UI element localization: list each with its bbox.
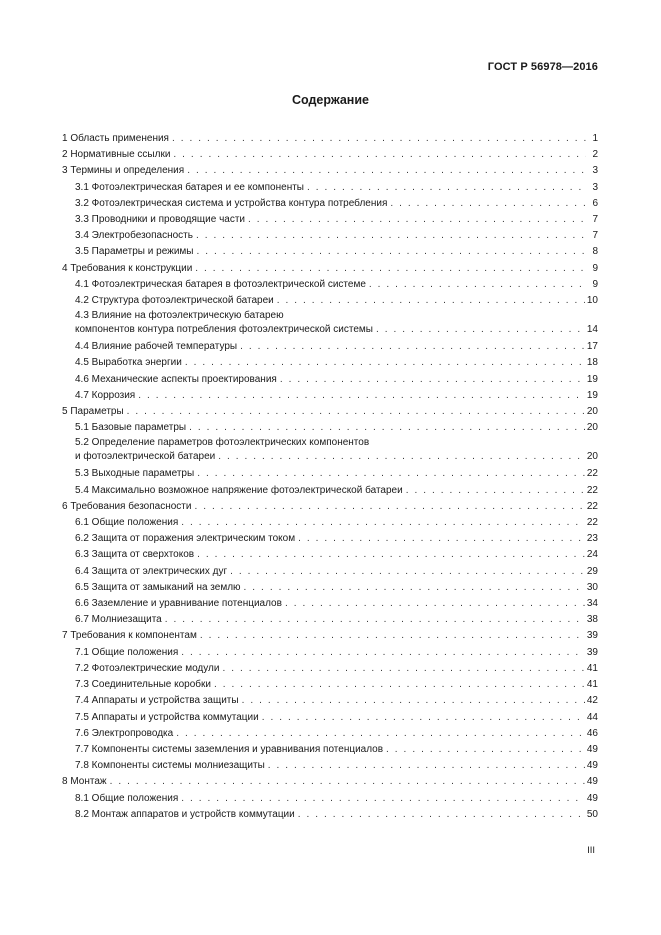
toc-entry-page: 23 bbox=[586, 533, 598, 545]
toc-entry[interactable] bbox=[62, 710, 598, 726]
table-of-contents bbox=[62, 131, 598, 823]
toc-entry-title: 8.2 Монтаж аппаратов и устройств коммутации bbox=[75, 808, 295, 820]
toc-entry-page: 1 bbox=[592, 133, 598, 144]
toc-entry[interactable] bbox=[62, 580, 598, 596]
toc-entry[interactable] bbox=[62, 791, 598, 807]
toc-entry[interactable] bbox=[62, 758, 598, 774]
toc-entry[interactable] bbox=[62, 228, 598, 244]
toc-entry[interactable] bbox=[62, 596, 598, 612]
toc-entry[interactable] bbox=[62, 244, 598, 260]
dot-leader bbox=[222, 661, 584, 677]
toc-entry[interactable] bbox=[62, 131, 598, 147]
toc-entry-page: 49 bbox=[586, 760, 598, 772]
dot-leader bbox=[189, 420, 585, 436]
toc-entry[interactable] bbox=[62, 661, 598, 677]
toc-entry-title: 7.8 Компоненты системы молниезащиты bbox=[75, 760, 265, 772]
toc-entry[interactable] bbox=[62, 355, 598, 371]
toc-entry[interactable] bbox=[62, 612, 598, 628]
toc-entry[interactable] bbox=[62, 726, 598, 742]
toc-entry[interactable] bbox=[62, 372, 598, 388]
dot-leader bbox=[172, 131, 586, 147]
toc-entry[interactable] bbox=[62, 807, 598, 823]
toc-entry[interactable] bbox=[62, 309, 598, 337]
toc-entry-page: 20 bbox=[586, 406, 598, 418]
toc-entry-title: 5.3 Выходные параметры bbox=[75, 468, 195, 480]
toc-entry-title: 7.7 Компоненты системы заземления и уравнивания потенциалов bbox=[75, 743, 384, 755]
toc-entry-page: 22 bbox=[586, 468, 598, 480]
toc-entry-page: 50 bbox=[586, 808, 598, 820]
toc-entry[interactable] bbox=[62, 404, 598, 420]
dot-leader bbox=[298, 531, 585, 547]
toc-entry-page: 44 bbox=[586, 711, 598, 723]
dot-leader bbox=[185, 355, 585, 371]
toc-entry[interactable] bbox=[62, 277, 598, 293]
dot-leader bbox=[390, 196, 586, 212]
toc-entry[interactable] bbox=[62, 261, 598, 277]
dot-leader bbox=[262, 710, 585, 726]
toc-entry-page: 22 bbox=[586, 500, 598, 512]
toc-entry-page: 7 bbox=[592, 230, 598, 242]
dot-leader bbox=[127, 404, 585, 420]
toc-entry[interactable] bbox=[62, 196, 598, 212]
toc-entry-title: 4.7 Коррозия bbox=[75, 389, 136, 401]
toc-entry-page: 49 bbox=[586, 792, 598, 804]
dot-leader bbox=[277, 293, 585, 309]
dot-leader bbox=[268, 758, 585, 774]
toc-entry-page: 49 bbox=[586, 743, 598, 755]
toc-entry-title: 6.3 Защита от сверхтоков bbox=[75, 549, 195, 561]
toc-entry[interactable] bbox=[62, 531, 598, 547]
toc-entry[interactable] bbox=[62, 388, 598, 404]
dot-leader bbox=[181, 791, 585, 807]
dot-leader bbox=[197, 466, 585, 482]
toc-entry-page: 8 bbox=[592, 246, 598, 258]
toc-entry-title: 8.1 Общие положения bbox=[75, 792, 179, 804]
toc-entry[interactable] bbox=[62, 774, 598, 790]
dot-leader bbox=[194, 499, 584, 515]
toc-entry-title-line1: 5.2 Определение параметров фотоэлектрических компонентов bbox=[75, 437, 370, 449]
toc-entry-page: 19 bbox=[586, 373, 598, 385]
toc-entry[interactable] bbox=[62, 436, 598, 464]
toc-entry-title: 2 Нормативные ссылки bbox=[62, 149, 171, 161]
toc-entry-page: 24 bbox=[586, 549, 598, 561]
dot-leader bbox=[386, 742, 585, 758]
toc-entry[interactable] bbox=[62, 742, 598, 758]
toc-entry-title: 7.3 Соединительные коробки bbox=[75, 679, 211, 691]
toc-entry-page: 42 bbox=[586, 695, 598, 707]
toc-entry-title: 7.5 Аппараты и устройства коммутации bbox=[75, 711, 259, 723]
toc-entry-page: 2 bbox=[592, 149, 598, 161]
dot-leader bbox=[187, 163, 586, 179]
toc-entry-title: 4.5 Выработка энергии bbox=[75, 357, 182, 369]
toc-entry-page: 34 bbox=[586, 598, 598, 610]
dot-leader bbox=[307, 180, 586, 196]
toc-entry-title: 7.4 Аппараты и устройства защиты bbox=[75, 695, 239, 707]
toc-entry[interactable] bbox=[62, 677, 598, 693]
toc-entry-title: 7.6 Электропроводка bbox=[75, 727, 174, 739]
toc-entry-page: 20 bbox=[586, 422, 598, 434]
toc-entry-page: 46 bbox=[586, 727, 598, 739]
toc-entry-title: 4.1 Фотоэлектрическая батарея в фотоэлектрической системе bbox=[75, 278, 366, 290]
dot-leader bbox=[242, 693, 585, 709]
toc-entry-page: 30 bbox=[586, 581, 598, 593]
toc-entry-title: 4.2 Структура фотоэлектрической батареи bbox=[75, 295, 274, 307]
document-header: ГОСТ Р 56978—2016 bbox=[487, 61, 598, 73]
toc-entry[interactable] bbox=[62, 420, 598, 436]
toc-entry-page: 49 bbox=[586, 776, 598, 788]
toc-entry[interactable] bbox=[62, 564, 598, 580]
toc-entry-title: 6.1 Общие положения bbox=[75, 517, 179, 529]
toc-entry[interactable] bbox=[62, 645, 598, 661]
toc-entry-title: 6 Требования безопасности bbox=[62, 500, 192, 512]
toc-entry-page: 19 bbox=[586, 389, 598, 401]
toc-entry-title: 4 Требования к конструкции bbox=[62, 262, 193, 274]
dot-leader bbox=[406, 483, 585, 499]
toc-entry-title: 7.2 Фотоэлектрические модули bbox=[75, 662, 220, 674]
page-title: Содержание bbox=[291, 93, 369, 107]
toc-entry[interactable] bbox=[62, 515, 598, 531]
dot-leader bbox=[214, 677, 585, 693]
toc-entry-page: 14 bbox=[586, 324, 598, 336]
toc-entry-page: 18 bbox=[586, 357, 598, 369]
toc-entry[interactable] bbox=[62, 339, 598, 355]
toc-entry-title: 4.6 Механические аспекты проектирования bbox=[75, 373, 277, 385]
toc-entry-page: 17 bbox=[586, 341, 598, 353]
toc-entry-title: 5 Параметры bbox=[62, 406, 124, 418]
toc-entry-page: 10 bbox=[586, 295, 598, 307]
dot-leader bbox=[197, 547, 585, 563]
toc-entry[interactable] bbox=[62, 212, 598, 228]
toc-entry-page: 7 bbox=[592, 214, 598, 226]
toc-entry-page: 9 bbox=[592, 262, 598, 274]
dot-leader bbox=[376, 323, 585, 337]
dot-leader bbox=[248, 212, 586, 228]
dot-leader bbox=[165, 612, 585, 628]
toc-entry-title: 6.6 Заземление и уравнивание потенциалов bbox=[75, 598, 282, 610]
toc-entry-page: 3 bbox=[592, 181, 598, 193]
dot-leader bbox=[244, 580, 585, 596]
toc-entry-page: 20 bbox=[586, 451, 598, 463]
toc-entry-title: 7 Требования к компонентам bbox=[62, 630, 197, 642]
page-number: III bbox=[587, 845, 595, 856]
toc-entry-title: 4.4 Влияние рабочей температуры bbox=[75, 341, 238, 353]
toc-entry[interactable] bbox=[62, 293, 598, 309]
dot-leader bbox=[230, 564, 585, 580]
toc-entry-page: 41 bbox=[586, 679, 598, 691]
dot-leader bbox=[181, 645, 585, 661]
toc-entry-title: 3.4 Электробезопасность bbox=[75, 230, 193, 242]
dot-leader bbox=[298, 807, 585, 823]
toc-entry[interactable] bbox=[62, 466, 598, 482]
toc-entry-page: 29 bbox=[586, 565, 598, 577]
toc-entry-page: 38 bbox=[586, 614, 598, 626]
toc-entry[interactable] bbox=[62, 547, 598, 563]
toc-entry-page: 9 bbox=[592, 278, 598, 290]
toc-entry-title: 3.2 Фотоэлектрическая система и устройства контура потребления bbox=[75, 197, 388, 209]
dot-leader bbox=[181, 515, 585, 531]
toc-entry-title: 7.1 Общие положения bbox=[75, 646, 179, 658]
dot-leader bbox=[176, 726, 585, 742]
dot-leader bbox=[195, 261, 586, 277]
toc-entry[interactable] bbox=[62, 483, 598, 499]
toc-entry-title: 5.1 Базовые параметры bbox=[75, 422, 187, 434]
toc-entry[interactable] bbox=[62, 628, 598, 644]
toc-entry-title: и фотоэлектрической батареи bbox=[75, 451, 216, 463]
toc-entry[interactable] bbox=[62, 163, 598, 179]
toc-entry-title: 6.7 Молниезащита bbox=[75, 614, 162, 626]
toc-entry[interactable] bbox=[62, 693, 598, 709]
dot-leader bbox=[240, 339, 585, 355]
toc-entry-page: 22 bbox=[586, 484, 598, 496]
toc-entry-page: 6 bbox=[592, 197, 598, 209]
dot-leader bbox=[200, 628, 585, 644]
toc-entry-page: 39 bbox=[586, 630, 598, 642]
toc-entry-title: 3.5 Параметры и режимы bbox=[75, 246, 194, 258]
dot-leader bbox=[196, 244, 586, 260]
dot-leader bbox=[218, 450, 585, 464]
toc-entry[interactable] bbox=[62, 147, 598, 163]
toc-entry-title: 1 Область применения bbox=[62, 133, 169, 144]
toc-entry-title: 5.4 Максимально возможное напряжение фотоэлектрической батареи bbox=[75, 484, 403, 496]
toc-entry-title: 6.4 Защита от электрических дуг bbox=[75, 565, 228, 577]
dot-leader bbox=[196, 228, 586, 244]
toc-entry-title: 6.2 Защита от поражения электрическим током bbox=[75, 533, 296, 545]
dot-leader bbox=[173, 147, 586, 163]
toc-entry-page: 3 bbox=[592, 165, 598, 177]
toc-entry-page: 22 bbox=[586, 517, 598, 529]
toc-entry-title: компонентов контура потребления фотоэлектрической системы bbox=[75, 324, 373, 336]
toc-entry-title: 3.1 Фотоэлектрическая батарея и ее компоненты bbox=[75, 181, 304, 193]
toc-entry-page: 39 bbox=[586, 646, 598, 658]
dot-leader bbox=[285, 596, 585, 612]
toc-entry-title: 8 Монтаж bbox=[62, 776, 107, 788]
dot-leader bbox=[369, 277, 586, 293]
toc-entry[interactable] bbox=[62, 499, 598, 515]
toc-entry-page: 41 bbox=[586, 662, 598, 674]
dot-leader bbox=[110, 774, 585, 790]
toc-entry-title-line1: 4.3 Влияние на фотоэлектрическую батарею bbox=[75, 310, 284, 322]
toc-entry-title: 3 Термины и определения bbox=[62, 165, 185, 177]
toc-entry-title: 6.5 Защита от замыканий на землю bbox=[75, 581, 241, 593]
toc-entry-title: 3.3 Проводники и проводящие части bbox=[75, 214, 245, 226]
dot-leader bbox=[280, 372, 585, 388]
dot-leader bbox=[138, 388, 585, 404]
toc-entry[interactable] bbox=[62, 180, 598, 196]
